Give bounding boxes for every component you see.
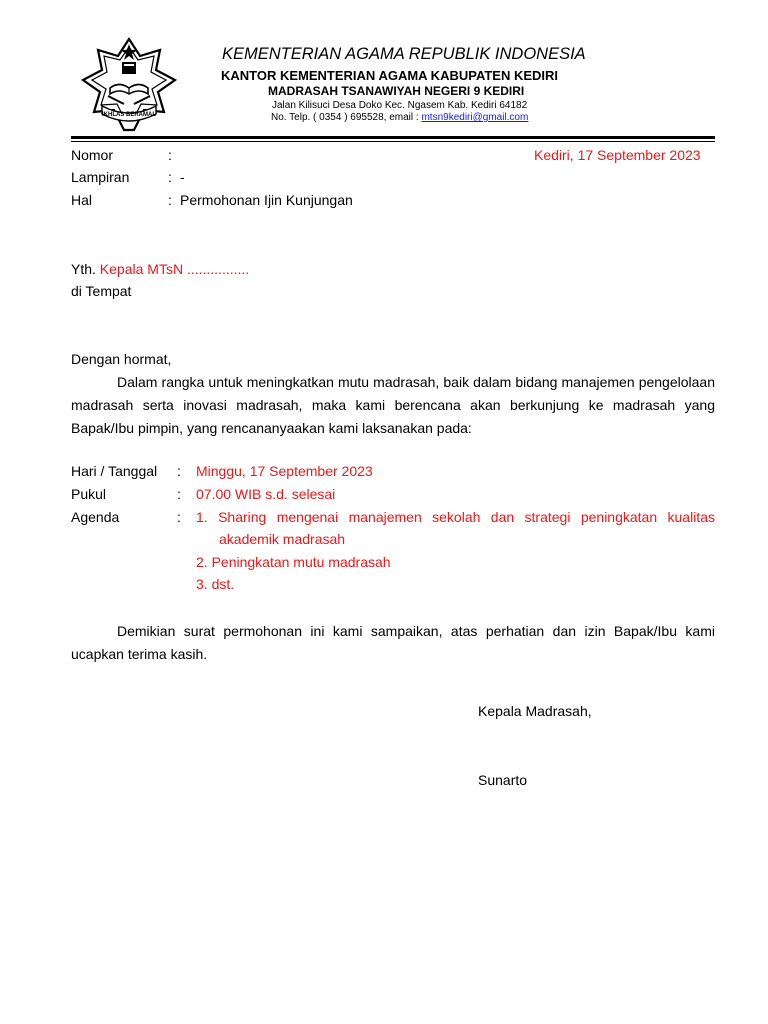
hal-label: Hal [71, 192, 93, 208]
agenda-item-2: 2. Peningkatan mutu madrasah [196, 554, 391, 570]
recipient-line [71, 261, 249, 278]
date-label: Hari / Tanggal [71, 463, 158, 479]
ministry-title: KEMENTERIAN AGAMA REPUBLIK INDONESIA [222, 45, 586, 63]
office-title: KANTOR KEMENTERIAN AGAMA KABUPATEN KEDIRI [221, 68, 559, 83]
recipient-name: Kepala MTsN ................ [99, 261, 250, 277]
body-paragraph-text: Dalam rangka untuk meningkatkan mutu madrasah, baik dalam bidang manajemen pengelolaan madrasah serta inovasi madrasah, maka kami berencana akan berkunjung ke madrasah yang Bapak/Ibu pimpin, yang rencananyaakan kami laksanakan pada: [71, 374, 715, 436]
agenda-item-1-line1: 1. Sharing mengenai manajemen sekolah dan strategi peningkatan kualitas [196, 509, 715, 525]
time-value: 07.00 WIB s.d. selesai [196, 486, 336, 502]
logo-motto-text: IKHLAS BERAMAL [102, 112, 156, 118]
school-title: MADRASAH TSANAWIYAH NEGERI 9 KEDIRI [268, 84, 525, 98]
contact-prefix: No. Telp. ( 0354 ) 695528, email : [271, 112, 422, 123]
header-rule-thick [71, 136, 715, 139]
header-rule-thin [71, 141, 715, 142]
recipient-location: di Tempat [71, 283, 132, 299]
agenda-item-3: 3. dst. [196, 576, 235, 592]
hal-value: Permohonan Ijin Kunjungan [180, 192, 353, 208]
address-line: Jalan Kilisuci Desa Doko Kec. Ngasem Kab. Kediri 64182 [272, 100, 528, 111]
agenda-colon: : [177, 509, 181, 525]
lampiran-value: - [180, 169, 185, 185]
contact-line [271, 112, 528, 123]
closing-paragraph-text: Demikian surat permohonan ini kami sampaikan, atas perhatian dan izin Bapak/Ibu kami ucapkan terima kasih. [71, 623, 715, 662]
lampiran-colon: : [168, 169, 172, 185]
date-value: Minggu, 17 September 2023 [196, 463, 373, 479]
yth-label: Yth. [71, 261, 96, 277]
nomor-colon: : [168, 147, 172, 163]
kemenag-emblem-icon [78, 36, 180, 136]
nomor-label: Nomor [71, 147, 114, 163]
date-colon: : [177, 463, 181, 479]
greeting: Dengan hormat, [71, 351, 172, 367]
agenda-item-1-line2: akademik madrasah [219, 531, 346, 547]
time-colon: : [177, 486, 181, 502]
email-link[interactable]: mtsn9kediri@gmail.com [421, 112, 529, 123]
place-date: Kediri, 17 September 2023 [534, 147, 701, 163]
hal-colon: : [168, 192, 172, 208]
signer-title: Kepala Madrasah, [478, 703, 592, 719]
body-paragraph [71, 371, 715, 440]
time-label: Pukul [71, 486, 107, 502]
signer-name: Sunarto [478, 772, 528, 788]
lampiran-label: Lampiran [71, 169, 130, 185]
closing-paragraph [71, 620, 715, 666]
agenda-label: Agenda [71, 509, 120, 525]
